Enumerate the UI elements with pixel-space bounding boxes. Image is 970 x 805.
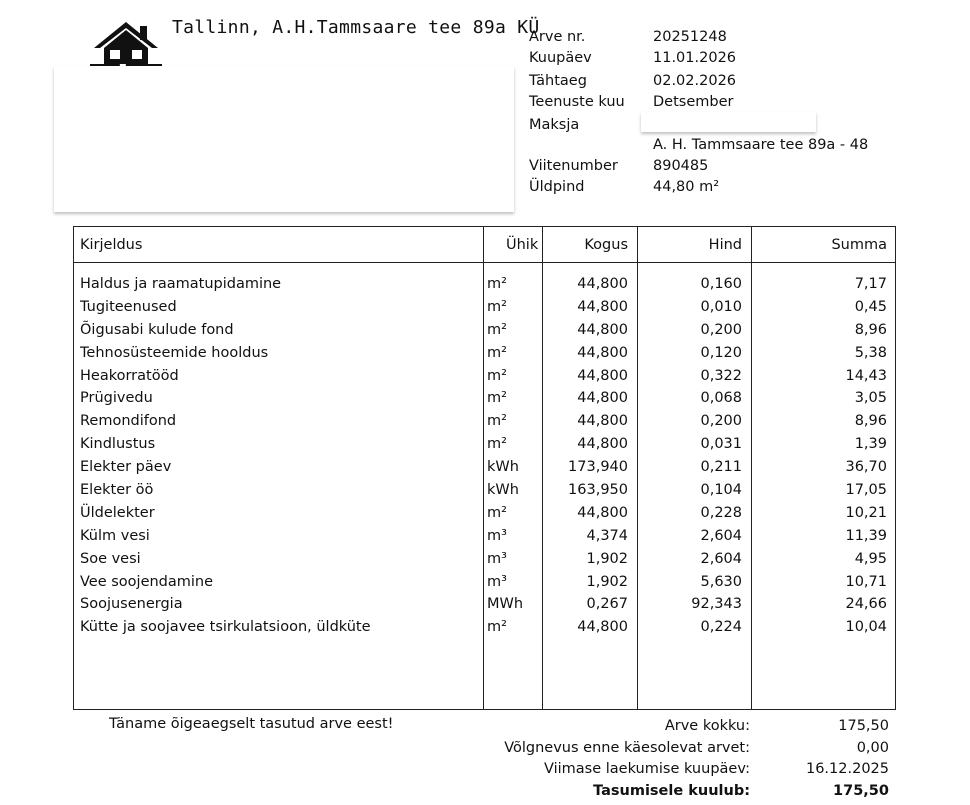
row-description: Soe vesi xyxy=(80,550,141,567)
row-unit: m² xyxy=(487,619,507,636)
invoice-number-value: 20251248 xyxy=(653,29,727,45)
row-unit: m³ xyxy=(487,527,507,544)
row-description: Elekter öö xyxy=(80,482,154,499)
row-description: Külm vesi xyxy=(80,527,150,544)
service-month-label: Teenuste kuu xyxy=(529,94,625,110)
row-sum: 8,96 xyxy=(854,413,887,430)
table-row xyxy=(74,368,895,391)
row-unit: MWh xyxy=(487,596,524,613)
total-value: 0,00 xyxy=(856,739,889,756)
total-value: 16.12.2025 xyxy=(805,761,889,777)
row-unit: m² xyxy=(487,298,507,315)
row-price: 0,120 xyxy=(700,344,742,361)
total-area-label: Üldpind xyxy=(529,179,585,195)
thanks-message: Täname õigeaegselt tasutud arve eest! xyxy=(109,716,394,732)
reference-number-label: Viitenumber xyxy=(529,158,618,174)
row-description: Õigusabi kulude fond xyxy=(80,321,234,338)
total-area-value: 44,80 m² xyxy=(653,179,720,195)
row-price: 92,343 xyxy=(691,596,742,613)
row-description: Kindlustus xyxy=(80,436,156,453)
row-sum: 1,39 xyxy=(854,436,887,453)
row-sum: 7,17 xyxy=(854,276,887,292)
table-row xyxy=(74,596,895,619)
row-price: 0,068 xyxy=(700,390,742,407)
total-label: Võlgnevus enne käesolevat arvet: xyxy=(504,739,750,756)
row-unit: m² xyxy=(487,276,507,292)
row-quantity: 0,267 xyxy=(586,596,628,613)
header-quantity: Kogus xyxy=(584,237,628,253)
invoice-number-label: Arve nr. xyxy=(529,29,586,45)
table-row xyxy=(74,436,895,459)
payer-label: Maksja xyxy=(529,117,580,133)
due-date-label: Tähtaeg xyxy=(529,73,587,89)
row-description: Tehnosüsteemide hooldus xyxy=(80,344,269,361)
row-sum: 8,96 xyxy=(854,321,887,338)
table-row xyxy=(74,482,895,505)
row-price: 0,228 xyxy=(700,504,742,521)
row-sum: 11,39 xyxy=(845,527,887,544)
row-unit: m² xyxy=(487,344,507,361)
header-description: Kirjeldus xyxy=(80,237,143,253)
row-quantity: 44,800 xyxy=(577,413,628,430)
row-quantity: 44,800 xyxy=(577,344,628,361)
row-quantity: 44,800 xyxy=(577,619,628,636)
total-value: 175,50 xyxy=(838,718,889,734)
due-date-value: 02.02.2026 xyxy=(653,73,737,89)
total-row xyxy=(0,718,970,740)
row-description: Heakorratööd xyxy=(80,367,179,384)
invoice-table xyxy=(73,226,896,710)
row-quantity: 1,902 xyxy=(586,573,628,590)
row-price: 0,104 xyxy=(700,482,742,499)
row-sum: 24,66 xyxy=(845,596,887,613)
row-description: Elekter päev xyxy=(80,459,172,476)
row-description: Haldus ja raamatupidamine xyxy=(80,276,282,292)
invoice-date-value: 11.01.2026 xyxy=(653,50,737,66)
row-unit: m² xyxy=(487,413,507,430)
row-sum: 14,43 xyxy=(845,367,887,384)
row-price: 5,630 xyxy=(700,573,742,590)
row-price: 0,224 xyxy=(700,619,742,636)
header-sum: Summa xyxy=(831,237,887,253)
row-unit: m² xyxy=(487,390,507,407)
row-quantity: 173,940 xyxy=(568,459,628,476)
table-row xyxy=(74,390,895,413)
row-description: Kütte ja soojavee tsirkulatsioon, üldküte xyxy=(80,619,371,636)
row-quantity: 44,800 xyxy=(577,390,628,407)
table-row xyxy=(74,299,895,322)
row-price: 0,010 xyxy=(700,298,742,315)
row-sum: 10,21 xyxy=(845,504,887,521)
row-unit: kWh xyxy=(487,459,519,476)
row-unit: m² xyxy=(487,367,507,384)
row-description: Remondifond xyxy=(80,413,177,430)
row-description: Soojusenergia xyxy=(80,596,183,613)
row-quantity: 44,800 xyxy=(577,367,628,384)
row-price: 2,604 xyxy=(700,527,742,544)
row-unit: m³ xyxy=(487,573,507,590)
total-row xyxy=(0,783,970,805)
service-month-value: Detsember xyxy=(653,94,734,110)
payer-address: A. H. Tammsaare tee 89a - 48 xyxy=(653,137,869,153)
row-sum: 5,38 xyxy=(854,344,887,361)
table-row xyxy=(74,459,895,482)
row-price: 0,160 xyxy=(700,276,742,292)
row-price: 0,322 xyxy=(700,367,742,384)
table-row xyxy=(74,528,895,551)
total-label: Viimase laekumise kuupäev: xyxy=(544,761,750,777)
total-row xyxy=(0,740,970,762)
row-unit: m² xyxy=(487,321,507,338)
row-description: Prügivedu xyxy=(80,390,153,407)
table-row xyxy=(74,413,895,436)
row-sum: 10,71 xyxy=(845,573,887,590)
row-sum: 0,45 xyxy=(854,298,887,315)
table-row xyxy=(74,551,895,574)
header-unit: Ühik xyxy=(506,237,539,253)
row-description: Vee soojendamine xyxy=(80,573,214,590)
organization-name: Tallinn, A.H.Tammsaare tee 89a KÜ xyxy=(172,17,540,38)
row-quantity: 1,902 xyxy=(586,550,628,567)
row-sum: 17,05 xyxy=(845,482,887,499)
table-row xyxy=(74,619,895,642)
table-row xyxy=(74,322,895,345)
row-sum: 4,95 xyxy=(854,550,887,567)
total-label: Arve kokku: xyxy=(664,718,750,734)
payer-name-box xyxy=(641,112,816,132)
table-row xyxy=(74,505,895,528)
table-body xyxy=(74,276,895,642)
table-row xyxy=(74,276,895,299)
reference-number-value: 890485 xyxy=(653,158,709,174)
row-quantity: 44,800 xyxy=(577,436,628,453)
row-description: Tugiteenused xyxy=(80,298,177,315)
total-row xyxy=(0,761,970,783)
row-price: 0,031 xyxy=(700,436,742,453)
row-quantity: 44,800 xyxy=(577,298,628,315)
row-quantity: 44,800 xyxy=(577,276,628,292)
row-quantity: 4,374 xyxy=(586,527,628,544)
row-quantity: 44,800 xyxy=(577,321,628,338)
row-unit: kWh xyxy=(487,482,519,499)
recipient-address-box xyxy=(54,66,514,212)
row-sum: 36,70 xyxy=(845,459,887,476)
row-price: 2,604 xyxy=(700,550,742,567)
row-quantity: 163,950 xyxy=(568,482,628,499)
header-price: Hind xyxy=(708,237,742,253)
invoice-date-label: Kuupäev xyxy=(529,50,592,66)
row-unit: m² xyxy=(487,436,507,453)
row-quantity: 44,800 xyxy=(577,504,628,521)
table-row xyxy=(74,345,895,368)
row-unit: m³ xyxy=(487,550,507,567)
table-row xyxy=(74,574,895,597)
row-description: Üldelekter xyxy=(80,504,155,521)
total-value: 175,50 xyxy=(833,782,889,799)
total-label: Tasumisele kuulub: xyxy=(593,782,750,799)
row-price: 0,200 xyxy=(700,413,742,430)
row-sum: 10,04 xyxy=(845,619,887,636)
row-unit: m² xyxy=(487,504,507,521)
row-sum: 3,05 xyxy=(854,390,887,407)
row-price: 0,211 xyxy=(700,459,742,476)
row-price: 0,200 xyxy=(700,321,742,338)
